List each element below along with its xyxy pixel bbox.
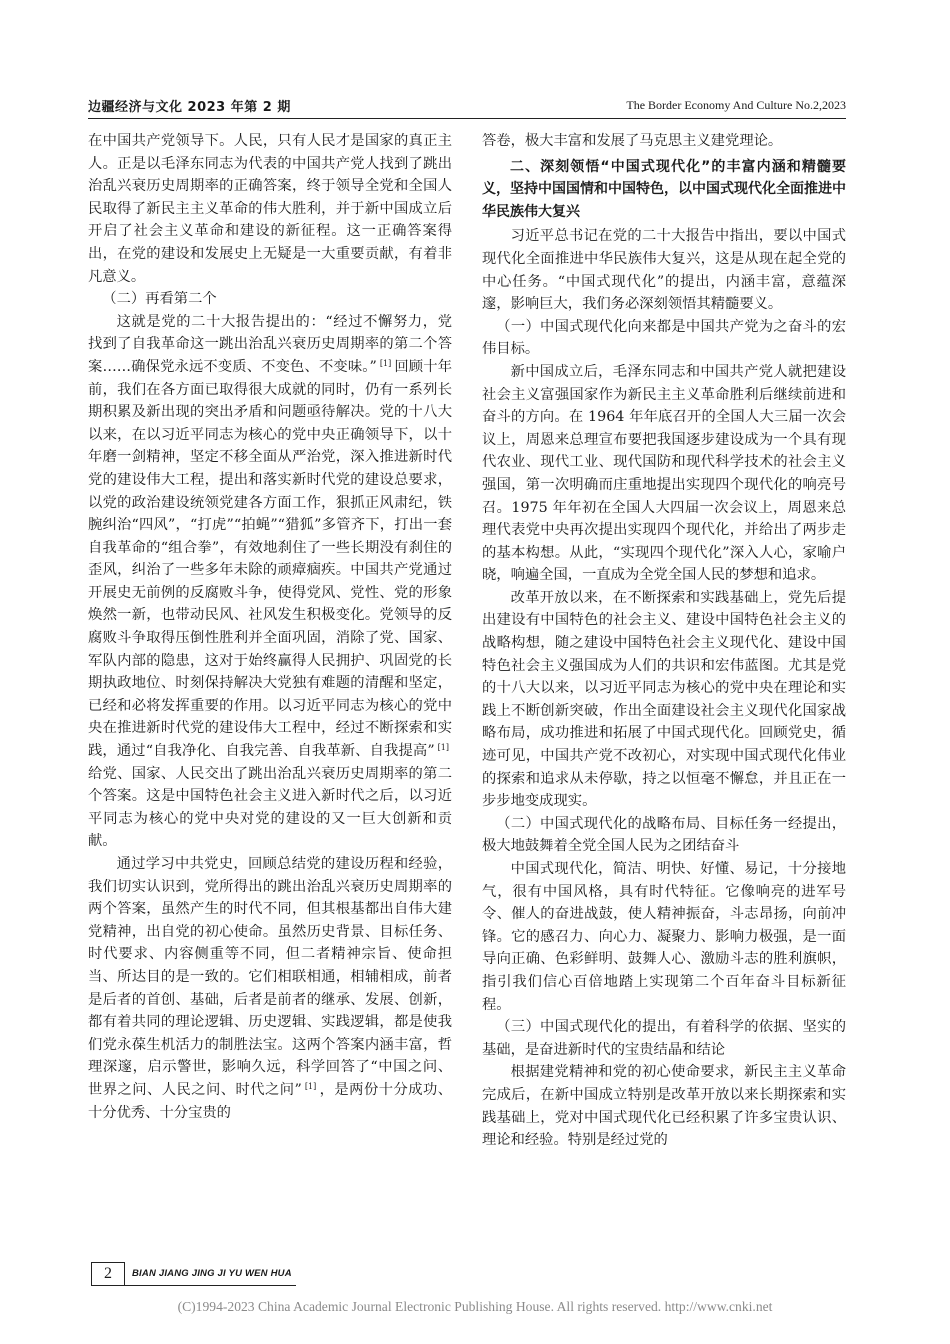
paragraph: 答卷，极大丰富和发展了马克思主义建党理论。	[482, 133, 783, 149]
journal-header	[88, 96, 291, 115]
header-rule	[88, 118, 846, 119]
paragraph-text: ，是两份十分成功、十分优秀、十分宝贵的	[88, 1081, 453, 1121]
section-heading: 二、深刻领悟“中国式现代化”的丰富内涵和精髓要义，坚持中国国情和中国特色，以中国式现代化全面推进中华民族伟大复兴	[482, 158, 846, 220]
paragraph	[88, 311, 452, 853]
subheading: （二）再看第二个	[102, 291, 217, 308]
paragraph-text: 给党、国家、人民交出了跳出治乱兴衰历史周期率的第二个答案。这是中国特色社会主义进入新时代之后，以习近平同志为核心的党中央对党的建设的又一巨大创新和贡献。	[88, 765, 452, 850]
paragraph: 根据建党精神和党的初心使命要求，新民主主义革命完成后，在新中国成立特别是改革开放以来长期探索和实践基础上，党对中国式现代化已经积累了许多宝贵认识、理论和经验。特别是经过党的	[482, 1064, 846, 1149]
citation-ref: [1]	[379, 358, 392, 368]
journal-issue: 2023 年第 2 期	[187, 100, 291, 115]
paragraph	[88, 853, 452, 1124]
footer-rule	[91, 1285, 296, 1286]
subheading: （一）中国式现代化向来都是中国共产党为之奋斗的宏伟目标。	[482, 318, 846, 358]
left-column	[88, 130, 452, 1124]
citation-ref: [1]	[437, 743, 449, 753]
paragraph-text: 通过学习中共党史，回顾总结党的建设历程和经验，我们切实认识到，党所得出的跳出治乱兴衰历史周期率的两个答案，虽然产生的时代不同，但其根基都出自伟大建党精神，出自党的初心使命。虽然历史背景、目标任务、时代要求、内容侧重等不同，但二者精神宗旨、使命担当、所达目的是一致的。它们相联相通，相辅相成，前者是后者的首创、基础，后者是前者的继承、发展、创新，都有着共同的理论逻辑、历史逻辑、实践逻辑，都是使我们党永葆生机活力的制胜法宝。这两个答案内涵丰富，哲理深邃，启示警世，影响久远，科学回答了“中国之问、世界之问、人民之问、时代之问”	[88, 856, 452, 1098]
page-number: 2	[91, 1262, 125, 1286]
paragraph: 中国式现代化，简洁、明快、好懂、易记，十分接地气，很有中国风格，具有时代特征。它像响亮的进军号令、催人的奋进战鼓，使人精神振奋，斗志昂扬，向前冲锋。它的感召力、向心力、凝聚力、影响力极强，是一面导向正确、色彩鲜明、鼓舞人心、激励斗志的胜利旗帜，指引我们信心百倍地踏上实现第二个百年奋斗目标新征程。	[482, 861, 846, 1013]
citation-ref: [1]	[304, 1081, 317, 1091]
paragraph-text: 这就是党的二十大报告提出的：“经过不懈努力，党找到了自我革命这一跳出治乱兴衰历史周期率的第二个答案……确保党永远不变质、不变色、不变味。”	[88, 313, 452, 375]
paragraph: 习近平总书记在党的二十大报告中指出，要以中国式现代化全面推进中华民族伟大复兴，这是从现在起全党的中心任务。“中国式现代化”的提出，内涵丰富，意蕴深邃，影响巨大，我们务必深刻领悟其精髓要义。	[482, 228, 846, 313]
journal-pinyin: BIAN JIANG JING JI YU WEN HUA	[132, 1268, 292, 1279]
subheading: （三）中国式现代化的提出，有着科学的依据、坚实的基础，是奋进新时代的宝贵结晶和结论	[482, 1019, 846, 1058]
journal-title-en: The Border Economy And Culture No.2,2023	[626, 98, 846, 112]
copyright-notice: (C)1994-2023 China Academic Journal Electronic Publishing House. All rights reserved. http://www.cnki.net	[177, 1299, 773, 1314]
subheading: （二）中国式现代化的战略布局、目标任务一经提出，极大地鼓舞着全党全国人民为之团结奋斗	[482, 815, 846, 855]
right-column	[482, 130, 846, 1152]
paragraph: 改革开放以来，在不断探索和实践基础上，党先后提出建设有中国特色的社会主义、建设中国特色社会主义的战略构想，随之建设中国特色社会主义现代化、建设中国特色社会主义强国成为人们的共识和宏伟蓝图。尤其是党的十八大以来，以习近平同志为核心的党中央在理论和实践上不断创新突破，作出全面建设社会主义现代化国家战略布局，成功推进和拓展了中国式现代化。回顾党史，循迹可见，中国共产党不改初心，对实现中国式现代化伟业的探索和追求从未停歇，持之以恒毫不懈怠，并且正在一步步地变成现实。	[482, 589, 846, 810]
paragraph: 在中国共产党领导下。人民，只有人民才是国家的真正主人。正是以毛泽东同志为代表的中国共产党人找到了跳出治乱兴衰历史周期率的正确答案，终于领导全党和全国人民取得了新民主主义革命的伟大胜利，并于新中国成立后开启了社会主义革命和建设的新征程。这一正确答案得出，在党的建设和发展史上无疑是一大重要贡献，有着非凡意义。	[88, 133, 452, 285]
paragraph: 新中国成立后，毛泽东同志和中国共产党人就把建设社会主义富强国家作为新民主主义革命胜利后继续前进和奋斗的方向。在 1964 年年底召开的全国人大三届一次会议上，周恩来总理宣布要把我国逐步建设成为一个具有现代农业、现代工业、现代国防和现代科学技术的社会主义强国，第一次明确而庄重地提出实现四个现代化的响亮号召。1975 年年初在全国人大四届一次会议上，周恩来总理代表党中央再次提出实现四个现代化，并给出了两步走的基本构想。从此，“实现四个现代化”深入人心，家喻户晓，响遍全国，一直成为全党全国人民的梦想和追求。	[482, 363, 846, 584]
paragraph-text: 回顾十年前，我们在各方面已取得很大成就的同时，仍有一系列长期积累及新出现的突出矛盾和问题亟待解决。党的十八大以来，在以习近平同志为核心的党中央正确领导下，以十年磨一剑精神，坚定不移全面从严治党，深入推进新时代党的建设伟大工程，提出和落实新时代党的建设总要求，以党的政治建设统领党建各方面工作，狠抓正风肃纪，铁腕纠治“四风”，“打虎”“拍蝇”“猎狐”多管齐下，打出一套自我革命的“组合拳”，有效地刹住了一些长期没有刹住的歪风，纠治了一些多年未除的顽瘴痼疾。中国共产党通过开展史无前例的反腐败斗争，使得党风、党性、党的形象焕然一新，也带动民风、社风发生积极变化。党领导的反腐败斗争取得压倒性胜利并全面巩固，消除了党、国家、军队内部的隐患，这对于始终赢得人民拥护、巩固党的长期执政地位、时刻保持解决大党独有难题的清醒和坚定，已经和必将发挥重要的作用。以习近平同志为核心的党中央在推进新时代党的建设伟大工程中，经过不断探索和实践，通过“自我净化、自我完善、自我革新、自我提高”	[88, 358, 452, 760]
journal-title: 边疆经济与文化	[88, 100, 183, 115]
